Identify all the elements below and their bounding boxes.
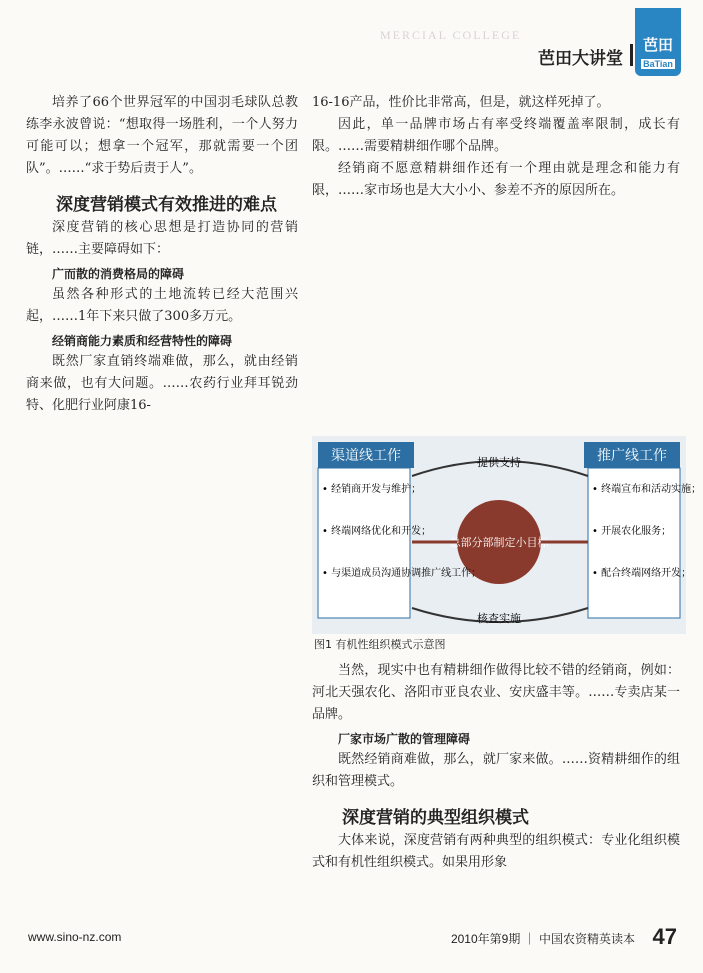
header-ghost-text: MERCIAL COLLEGE — [380, 28, 522, 42]
logo-en: BaTian — [641, 59, 675, 69]
paragraph: 16-16产品，性价比非常高，但是，就这样死掉了。 — [312, 95, 610, 110]
left-list-item: • 终端网络优化和开发； — [322, 526, 432, 537]
brand-divider — [630, 44, 633, 66]
right-list-item: • 开展农化服务； — [592, 526, 672, 537]
center-label: 总部分部制定小目标 — [449, 536, 549, 549]
organic-model-diagram — [312, 436, 702, 634]
bottom-arrow-label: 核查实施 — [477, 612, 521, 625]
site-url[interactable]: www.sino-nz.com — [28, 930, 122, 944]
page-number: 47 — [652, 924, 677, 949]
right-title: 推广线工作 — [597, 448, 667, 464]
column-brand: 芭田大讲堂 — [538, 49, 623, 69]
left-title: 渠道线工作 — [331, 448, 401, 464]
paragraph: 虽然各种形式的土地流转已经大范围兴起，……1年下来只做了300多万元。 — [26, 287, 298, 324]
paragraph: 经销商不愿意精耕细作还有一个理由就是理念和能力有限，……家市场也是大大小小、参差不齐的原因所在。 — [312, 161, 680, 198]
paragraph: 既然厂家直销终端难做，那么，就由经销商来做，也有大问题。……农药行业拜耳锐劲特、化肥行业阿康16- — [26, 354, 298, 413]
right-list-item: • 终端宣布和活动实施； — [592, 484, 702, 495]
subheading: 广而散的消费格局的障碍 — [52, 267, 185, 281]
right-list-item: • 配合终端网络开发； — [592, 568, 692, 579]
left-list-item: • 与渠道成员沟通协调推广线工作； — [322, 568, 482, 579]
issue-info: 2010年第9期 ｜ 中国农资精英读本 — [450, 932, 635, 946]
paragraph: 因此，单一品牌市场占有率受终端覆盖率限制，成长有限。……需要精耕细作哪个品牌。 — [312, 117, 680, 154]
logo-cn: 芭田 — [642, 36, 673, 54]
paragraph: 深度营销的核心思想是打造协同的营销链，……主要障碍如下： — [26, 220, 298, 257]
figure-caption: 图1 有机性组织模式示意图 — [314, 638, 446, 651]
section-heading: 深度营销的典型组织模式 — [342, 808, 529, 828]
right-column-lower — [312, 660, 680, 874]
section-heading: 深度营销模式有效推进的难点 — [56, 195, 277, 215]
intro-paragraph: 培养了66个世界冠军的中国羽毛球队总教练李永波曾说：“想取得一场胜利，一个人努力可能可以；想拿一个冠军，那就需要一个团队”。……“求于势后责于人”。 — [26, 95, 298, 176]
left-column — [26, 92, 298, 417]
paragraph: 既然经销商难做，那么，就厂家来做。……资精耕细作的组织和管理模式。 — [312, 752, 680, 789]
subheading: 经销商能力素质和经营特性的障碍 — [52, 334, 233, 348]
paragraph: 大体来说，深度营销有两种典型的组织模式：专业化组织模式和有机性组织模式。如果用形象 — [312, 833, 680, 870]
paragraph: 当然，现实中也有精耕细作做得比较不错的经销商，例如：河北天强农化、洛阳市亚良农业、安庆盛丰等。……专卖店某一品牌。 — [312, 663, 680, 722]
right-column — [312, 92, 680, 202]
left-list-item: • 经销商开发与维护； — [322, 484, 422, 495]
subheading: 厂家市场广散的管理障碍 — [338, 732, 471, 746]
top-arrow-label: 提供支持 — [477, 456, 521, 469]
batian-logo — [635, 8, 681, 76]
